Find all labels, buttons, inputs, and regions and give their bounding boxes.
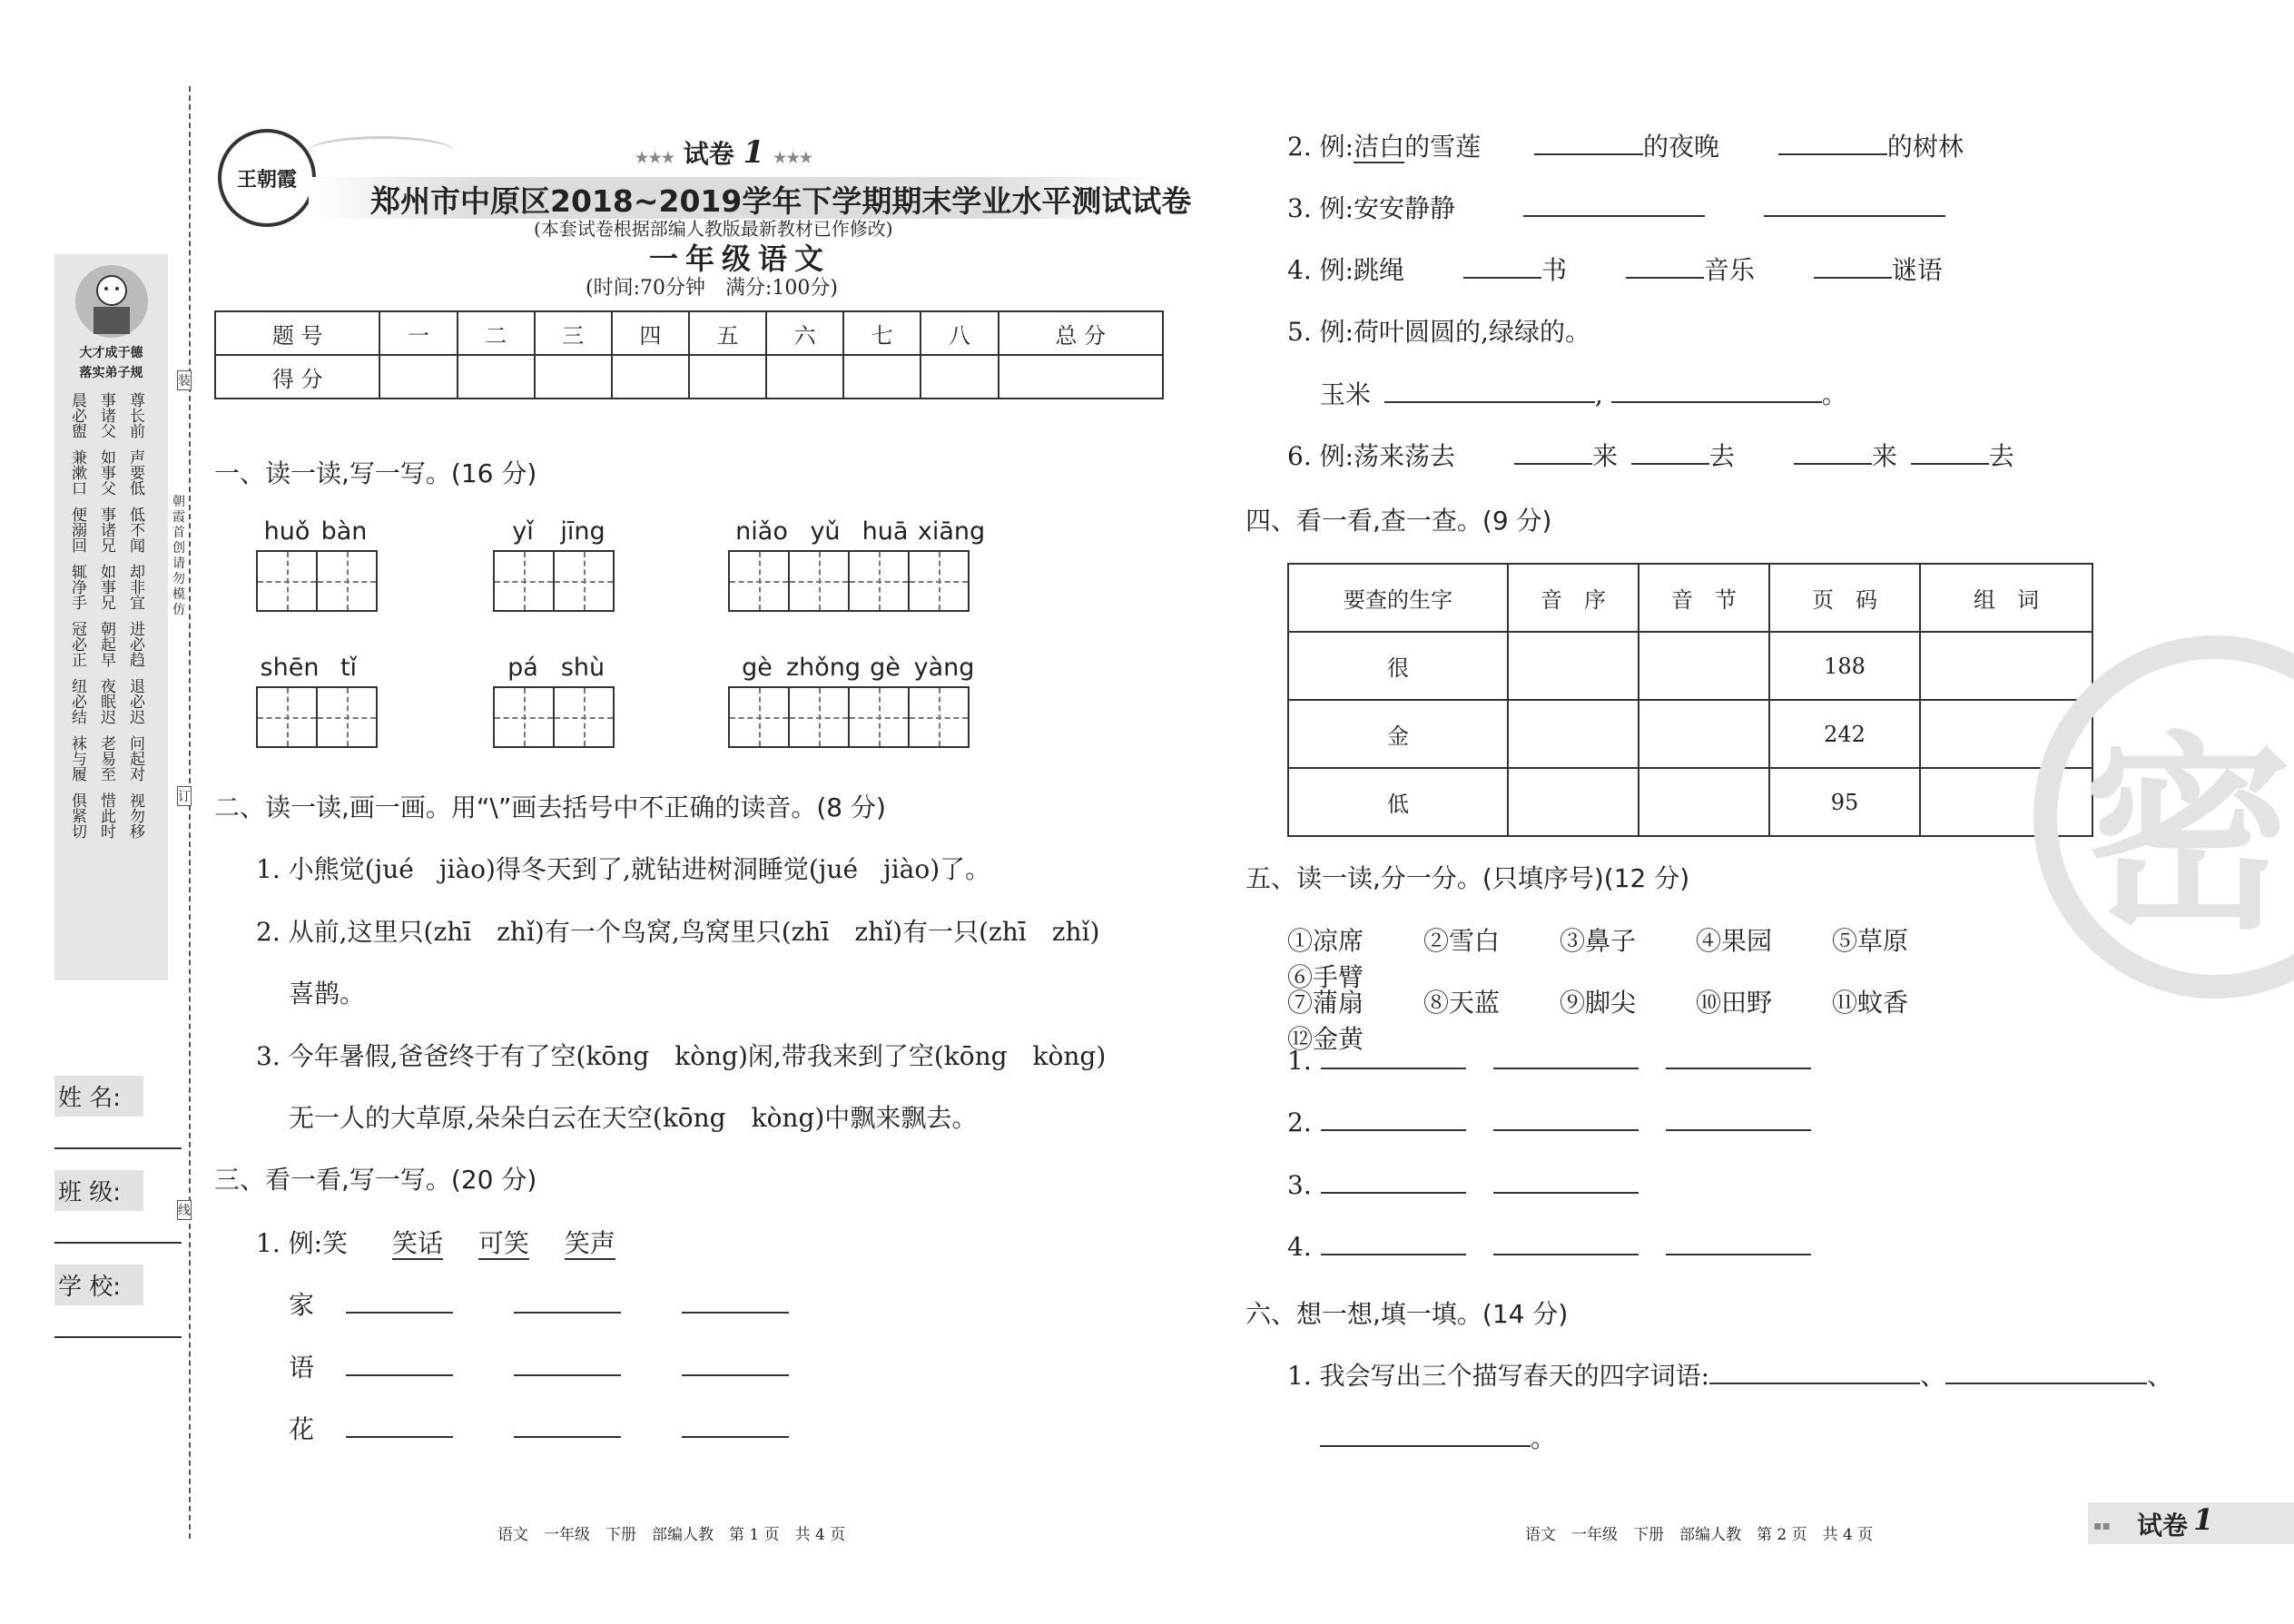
score-cell[interactable] [999, 355, 1164, 399]
question-2-1: 1. 小熊觉(jué jiào)得冬天到了,就钻进树洞睡觉(jué jiào)了。 [256, 854, 991, 884]
school-field[interactable] [54, 1265, 182, 1359]
score-cell[interactable] [535, 355, 612, 399]
word-item: ⑨脚尖 [1560, 988, 1637, 1018]
rule-phrase: 兼漱口 [68, 449, 86, 496]
logo-text: 王朝霞 [236, 167, 297, 192]
writing-box[interactable] [493, 686, 555, 748]
answer-line[interactable] [1321, 1068, 1466, 1069]
answer-line[interactable] [1534, 153, 1643, 155]
q-label: 1. 我会写出三个描写春天的四字词语: [1287, 1361, 1710, 1391]
writing-box[interactable] [493, 550, 555, 612]
score-cell[interactable] [612, 355, 689, 399]
square-icon: ▪▪ [2093, 1519, 2111, 1533]
word-items [1287, 983, 2086, 1056]
logo [218, 129, 316, 227]
table-row [1288, 632, 2092, 700]
score-row [215, 355, 1163, 399]
rule-phrase: 却非宜 [126, 564, 144, 610]
classify-row [1287, 1107, 1811, 1137]
lookup-header [1288, 564, 2092, 632]
q-suffix: 去 [1708, 441, 1735, 471]
binding-mark: 线 [177, 1200, 192, 1220]
q-label: 6. 例:荡来荡去 [1287, 441, 1456, 471]
rule-phrase: 事诸父 [97, 392, 115, 438]
pinyin: gè [870, 654, 901, 682]
col-header: 页 码 [1769, 564, 1920, 632]
word-item: ⑫金黄 [1287, 1024, 1364, 1054]
pinyin: shēn [260, 654, 320, 682]
class-line [54, 1242, 182, 1244]
rule-phrase: 纽必结 [68, 678, 86, 724]
sidebar-panel [54, 254, 168, 980]
answer-line[interactable] [1493, 1129, 1639, 1131]
rule-phrase: 惜此时 [97, 792, 115, 839]
rule-phrase: 声要低 [126, 449, 144, 496]
word-item: ⑪蚊香 [1832, 988, 1909, 1018]
ribbon-decoration [309, 136, 454, 166]
q-sep: , [1594, 379, 1603, 409]
q-suffix: 的夜晚 [1643, 132, 1720, 162]
lookup-char: 很 [1288, 632, 1508, 700]
motto: 大才成于德 [79, 346, 143, 360]
writing-box[interactable] [256, 686, 318, 748]
score-cell[interactable] [379, 355, 457, 399]
example-word: 笑话 [391, 1228, 443, 1258]
section4-title: 四、看一看,查一查。(9 分) [1245, 506, 1552, 536]
footer-badge [2088, 1502, 2294, 1544]
rule-phrase: 如事兄 [97, 564, 115, 610]
answer-line[interactable] [1321, 1129, 1466, 1131]
question-6-1-cont [1320, 1419, 1556, 1455]
score-header-cell: 一 [379, 311, 457, 355]
section5-title: 五、读一读,分一分。(只填序号)(12 分) [1245, 863, 1690, 893]
q-suffix: 音乐 [1703, 255, 1755, 285]
answer-line[interactable] [1493, 1254, 1639, 1255]
answer-line[interactable] [1321, 1192, 1466, 1194]
q-end: 。 [1821, 379, 1847, 409]
score-cell[interactable] [843, 355, 921, 399]
score-header-cell: 三 [535, 311, 612, 355]
word-item: ⑥手臂 [1287, 962, 1364, 992]
footer-right: 语文 一年级 下册 部编人教 第 2 页 共 4 页 [1525, 1526, 1874, 1544]
pinyin-group [493, 517, 613, 615]
col-header: 音 节 [1639, 564, 1769, 632]
pinyin: tǐ [340, 654, 358, 682]
q-end: 。 [1531, 1423, 1557, 1453]
pinyin-group [493, 654, 613, 752]
word-item: ①凉席 [1287, 926, 1364, 956]
word-item: ②雪白 [1423, 926, 1501, 956]
question-2-3-cont: 无一人的大草原,朵朵白云在天空(kōng kòng)中飘来飘去。 [289, 1103, 978, 1133]
answer-line[interactable] [682, 1436, 789, 1438]
answer-line[interactable] [1514, 463, 1592, 465]
q-suffix: 去 [1988, 441, 2014, 471]
rule-phrase: 退必迟 [126, 678, 144, 724]
q-suffix: 谜语 [1891, 255, 1943, 285]
badge-number: 1 [743, 134, 765, 171]
answer-line[interactable] [514, 1312, 621, 1314]
name-line [54, 1147, 182, 1149]
table-row [1288, 700, 2092, 768]
answer-cell[interactable] [1920, 632, 2092, 700]
lookup-page: 188 [1769, 632, 1920, 700]
rule-phrase: 俱紧切 [68, 792, 86, 839]
answer-cell[interactable] [1639, 632, 1769, 700]
col-header: 组 词 [1920, 564, 2092, 632]
example-word: 笑声 [564, 1228, 615, 1258]
example-word: 可笑 [478, 1228, 529, 1258]
answer-cell[interactable] [1508, 768, 1639, 836]
class-label: 班 级: [54, 1170, 143, 1211]
question-3-4 [1287, 251, 1943, 287]
star-icon: ★★★ [635, 149, 675, 166]
answer-line[interactable] [1626, 277, 1704, 279]
q-label: 4. 例:跳绳 [1287, 255, 1405, 285]
q-label: 2. 例: [1287, 132, 1354, 162]
rule-phrase: 视勿移 [126, 792, 144, 839]
question-3-5: 5. 例:荷叶圆圆的,绿绿的。 [1287, 317, 1590, 347]
q-sep: 、 [2147, 1361, 2173, 1391]
q-suffix: 来 [1871, 441, 1897, 471]
answer-line[interactable] [1945, 1383, 2147, 1384]
side-note: 朝霞首创 请勿模仿 [172, 495, 185, 617]
word-item: ⑦蒲扇 [1287, 988, 1364, 1018]
rule-phrase: 尊长前 [126, 392, 144, 438]
question-2-2: 2. 从前,这里只(zhī zhǐ)有一个鸟窝,鸟窝里只(zhī zhǐ)有一只(zhī zhǐ) [256, 917, 1100, 947]
question-2-3: 3. 今年暑假,爸爸终于有了空(kōng kòng)闲,带我来到了空(kōng kòng) [256, 1041, 1107, 1071]
answer-line[interactable] [1611, 401, 1822, 403]
score-table [214, 310, 1164, 399]
pinyin: pá [507, 654, 538, 682]
exam-note: (本套试卷根据部编人教版最新教材已作修改) [534, 218, 893, 240]
question-3-6 [1287, 437, 2014, 473]
binding-mark: 订 [177, 786, 192, 806]
answer-line[interactable] [682, 1374, 789, 1376]
pinyin: shù [560, 654, 605, 682]
rule-phrase: 袜与履 [68, 735, 86, 782]
char-label: 花 [289, 1414, 315, 1444]
score-header-cell: 四 [612, 311, 689, 355]
pinyin: huā [861, 517, 909, 546]
name-label: 姓 名: [54, 1076, 143, 1117]
answer-line[interactable] [1778, 153, 1887, 155]
answer-line[interactable] [1666, 1254, 1811, 1255]
word-item: ⑩田野 [1696, 988, 1773, 1018]
question-2-2-cont: 喜鹊。 [289, 979, 366, 1009]
word-row [289, 1285, 789, 1322]
writing-box[interactable] [848, 550, 910, 612]
answer-line[interactable] [1493, 1068, 1639, 1069]
motto: 落实弟子规 [79, 366, 143, 380]
binding-line [189, 86, 191, 1539]
col-header: 要查的生字 [1288, 564, 1508, 632]
writing-box[interactable] [848, 686, 910, 748]
answer-line[interactable] [514, 1374, 621, 1376]
answer-line[interactable] [346, 1374, 453, 1376]
question-3-3 [1287, 189, 1945, 225]
writing-box[interactable] [908, 550, 970, 612]
badge-label: 试卷 [2137, 1511, 2189, 1540]
rule-phrase: 问起对 [126, 735, 144, 782]
q-sub-label: 玉米 [1320, 379, 1372, 409]
answer-line[interactable] [1320, 1445, 1531, 1447]
answer-line[interactable] [1463, 277, 1541, 279]
row-num: 1. [1287, 1046, 1312, 1076]
exam-badge [635, 134, 812, 171]
score-header-cell: 七 [843, 311, 921, 355]
word-row [289, 1410, 789, 1446]
score-header-cell: 总 分 [999, 311, 1164, 355]
rule-phrase: 冠必正 [68, 621, 86, 667]
word-item: ④果园 [1696, 926, 1773, 956]
answer-line[interactable] [1321, 1254, 1466, 1255]
pinyin: niǎo [735, 517, 788, 546]
example-row [256, 1224, 615, 1260]
answer-cell[interactable] [1639, 768, 1769, 836]
student-fields [54, 1076, 182, 1359]
answer-cell[interactable] [1508, 632, 1639, 700]
answer-line[interactable] [1631, 463, 1709, 465]
example-label: 1. 例:笑 [256, 1228, 349, 1258]
section6-title: 六、想一想,填一填。(14 分) [1245, 1299, 1569, 1329]
answer-line[interactable] [1709, 1383, 1920, 1384]
q-suffix: 来 [1591, 441, 1618, 471]
answer-line[interactable] [1666, 1129, 1811, 1131]
pinyin: huǒ [263, 517, 310, 546]
badge-number: 1 [2193, 1502, 2214, 1537]
q-example-rest: 的雪莲 [1404, 132, 1482, 162]
score-header-cell: 六 [766, 311, 843, 355]
char-label: 语 [289, 1353, 315, 1383]
answer-line[interactable] [1911, 463, 1989, 465]
score-header-row [215, 311, 1163, 355]
writing-box[interactable] [316, 686, 378, 748]
pinyin-group [256, 654, 376, 752]
char-label: 家 [289, 1290, 315, 1320]
answer-line[interactable] [1523, 215, 1705, 217]
classify-row [1287, 1170, 1639, 1200]
pinyin: zhǒng [786, 654, 861, 682]
exam-title: 郑州市中原区2018~2019学年下学期期末学业水平测试试卷 [370, 183, 1192, 219]
writing-box[interactable] [553, 550, 615, 612]
section2-title: 二、读一读,画一画。用“\”画去括号中不正确的读音。(8 分) [214, 792, 886, 822]
score-cell[interactable] [458, 355, 535, 399]
answer-cell[interactable] [1639, 700, 1769, 768]
classify-row [1287, 1232, 1811, 1262]
footer-left: 语文 一年级 下册 部编人教 第 1 页 共 4 页 [497, 1526, 846, 1544]
q-label: 3. 例:安安静静 [1287, 193, 1456, 223]
score-cell[interactable] [766, 355, 843, 399]
classify-row [1287, 1046, 1811, 1076]
lookup-char: 低 [1288, 768, 1508, 836]
section3-title: 三、看一看,写一写。(20 分) [214, 1165, 537, 1195]
answer-line[interactable] [346, 1312, 453, 1314]
school-label: 学 校: [54, 1265, 143, 1305]
mascot-icon [75, 265, 148, 338]
section1-title: 一、读一读,写一写。(16 分) [214, 458, 537, 488]
word-row [289, 1348, 789, 1384]
name-field[interactable] [54, 1076, 182, 1170]
table-row [1288, 768, 2092, 836]
writing-box[interactable] [908, 686, 970, 748]
time-info: (时间:70分钟 满分:100分) [586, 277, 838, 300]
answer-line[interactable] [1493, 1192, 1639, 1194]
score-header-cell: 五 [689, 311, 766, 355]
writing-box[interactable] [256, 550, 318, 612]
answer-line[interactable] [346, 1436, 453, 1438]
answer-line[interactable] [1764, 215, 1945, 217]
q-example: 洁白 [1354, 132, 1405, 162]
school-line [54, 1336, 182, 1338]
writing-box[interactable] [728, 550, 790, 612]
pinyin: bàn [320, 517, 368, 546]
writing-box[interactable] [788, 550, 850, 612]
lookup-page: 95 [1769, 768, 1920, 836]
class-field[interactable] [54, 1170, 182, 1265]
score-cell[interactable] [689, 355, 766, 399]
score-header-cell: 八 [921, 311, 998, 355]
answer-line[interactable] [1666, 1068, 1811, 1069]
rule-phrase: 便溺回 [68, 507, 86, 553]
score-header-cell: 题 号 [215, 311, 379, 355]
answer-line[interactable] [1384, 401, 1595, 403]
q-sep: 、 [1920, 1361, 1946, 1391]
col-header: 音 序 [1508, 564, 1639, 632]
question-3-2 [1287, 127, 1964, 163]
row-num: 3. [1287, 1170, 1312, 1200]
row-num: 4. [1287, 1232, 1312, 1262]
pinyin: gè [742, 654, 773, 682]
rule-phrase: 进必趋 [126, 621, 144, 667]
rule-phrase: 辄净手 [68, 564, 86, 610]
rule-phrase: 晨必盥 [68, 392, 86, 438]
lookup-char: 金 [1288, 700, 1508, 768]
score-cell[interactable] [921, 355, 998, 399]
answer-line[interactable] [682, 1312, 789, 1314]
answer-line[interactable] [514, 1436, 621, 1438]
pinyin: yǐ [512, 517, 534, 546]
q-suffix: 书 [1541, 255, 1567, 285]
pinyin-group [728, 654, 979, 752]
answer-line[interactable] [1814, 277, 1892, 279]
answer-cell[interactable] [1508, 700, 1639, 768]
pinyin: xiāng [917, 517, 986, 546]
row-num: 2. [1287, 1107, 1312, 1137]
lookup-page: 242 [1769, 700, 1920, 768]
q-suffix: 的树林 [1886, 132, 1964, 162]
rule-phrase: 夜眠迟 [97, 678, 115, 724]
star-icon: ★★★ [773, 149, 812, 166]
word-item: ③鼻子 [1560, 926, 1637, 956]
watermark-char: 密 [2082, 712, 2292, 958]
pinyin-group [256, 517, 376, 615]
pinyin: yàng [913, 654, 975, 682]
writing-box[interactable] [553, 686, 615, 748]
pinyin-group [728, 517, 988, 615]
score-row-label: 得 分 [215, 355, 379, 399]
score-header-cell: 二 [458, 311, 535, 355]
binding-mark: 装 [177, 370, 192, 390]
word-item: ⑤草原 [1832, 926, 1909, 956]
word-item: ⑧天蓝 [1423, 988, 1501, 1018]
question-3-5-answer [1320, 375, 1847, 411]
lookup-table [1287, 563, 2093, 837]
rule-phrase: 如事父 [97, 449, 115, 496]
rule-phrase: 老易至 [97, 735, 115, 782]
rule-phrase: 事诸兄 [97, 507, 115, 553]
rule-phrase: 低不闻 [126, 507, 144, 553]
question-6-1 [1287, 1356, 2172, 1393]
pinyin: yǔ [810, 517, 841, 546]
writing-box[interactable] [728, 686, 790, 748]
rules-list [64, 392, 159, 850]
pinyin: jīng [560, 517, 605, 546]
answer-line[interactable] [1794, 463, 1872, 465]
subject-title: 一年级语文 [649, 241, 832, 276]
rule-phrase: 朝起早 [97, 621, 115, 667]
badge-label: 试卷 [683, 139, 734, 169]
writing-box[interactable] [788, 686, 850, 748]
writing-box[interactable] [316, 550, 378, 612]
